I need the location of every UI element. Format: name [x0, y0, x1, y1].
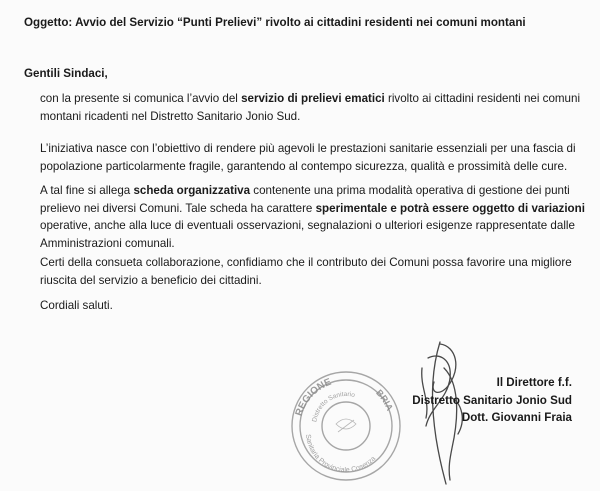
- paragraph-collaboration: [40, 254, 596, 289]
- paragraph-intro-highlight: servizio di prelievi ematici: [241, 92, 385, 105]
- paragraph-intro: [40, 90, 596, 125]
- paragraph-attachment-text-c: contenente una prima modalità operativa di gestione dei punti prelievo nei diversi Comuni. Tale scheda ha carattere: [40, 184, 570, 215]
- stamp-inner-text-bottom: Sanitaria Provinciale Cosenza: [304, 433, 378, 475]
- signer-role: Il Direttore f.f.: [496, 376, 572, 389]
- paragraph-intro-text-a: con la presente si comunica l’avvio del: [40, 92, 242, 105]
- stamp-outer-text: REGIONE: [293, 376, 333, 418]
- paragraph-attachment: [40, 182, 596, 252]
- signer-name: Dott. Giovanni Fraia: [461, 411, 572, 424]
- paragraph-attachment-highlight-sperimentale: sperimentale e potrà essere oggetto di variazioni: [315, 201, 585, 215]
- paragraph-objective: [40, 140, 596, 175]
- paragraph-collaboration-text: Certi della consueta collaborazione, confidiamo che il contributo dei Comuni possa favorire una migliore riuscita del servizio a beneficio dei cittadini.: [40, 256, 572, 287]
- stamp-inner-text-top: Distretto Sanitario: [311, 390, 356, 423]
- letter-subject: Oggetto: Avvio del Servizio “Punti Prelievi” rivolto ai cittadini residenti nei comuni montani: [24, 16, 526, 29]
- paragraph-objective-text: L’iniziativa nasce con l’obiettivo di rendere più agevoli le prestazioni sanitarie essenziali per una fascia di popolazione particolarmente fragile, garantendo al contempo sicurezza, qualità e prossimità delle cure.: [40, 142, 576, 173]
- paragraph-intro-text-c: rivolto ai cittadini residenti nei comuni montani ricadenti nel Distretto Sanitario Jonio Sud.: [40, 92, 581, 123]
- paragraph-attachment-text-e: operative, anche alla luce di eventuali osservazioni, segnalazioni o ulteriori esigenze rappresentate dalle Amministrazioni comunali.: [40, 219, 575, 250]
- signer-office: Distretto Sanitario Jonio Sud: [412, 393, 572, 407]
- signature-block: [372, 374, 572, 427]
- stamp-outer-text-right: BRIA: [374, 387, 395, 413]
- paragraph-attachment-highlight-scheda: scheda organizzativa: [133, 184, 251, 197]
- letter-closing: Cordiali saluti.: [40, 299, 113, 312]
- paragraph-attachment-text-a: A tal fine si allega: [40, 184, 134, 197]
- letter-greeting: Gentili Sindaci,: [24, 67, 108, 80]
